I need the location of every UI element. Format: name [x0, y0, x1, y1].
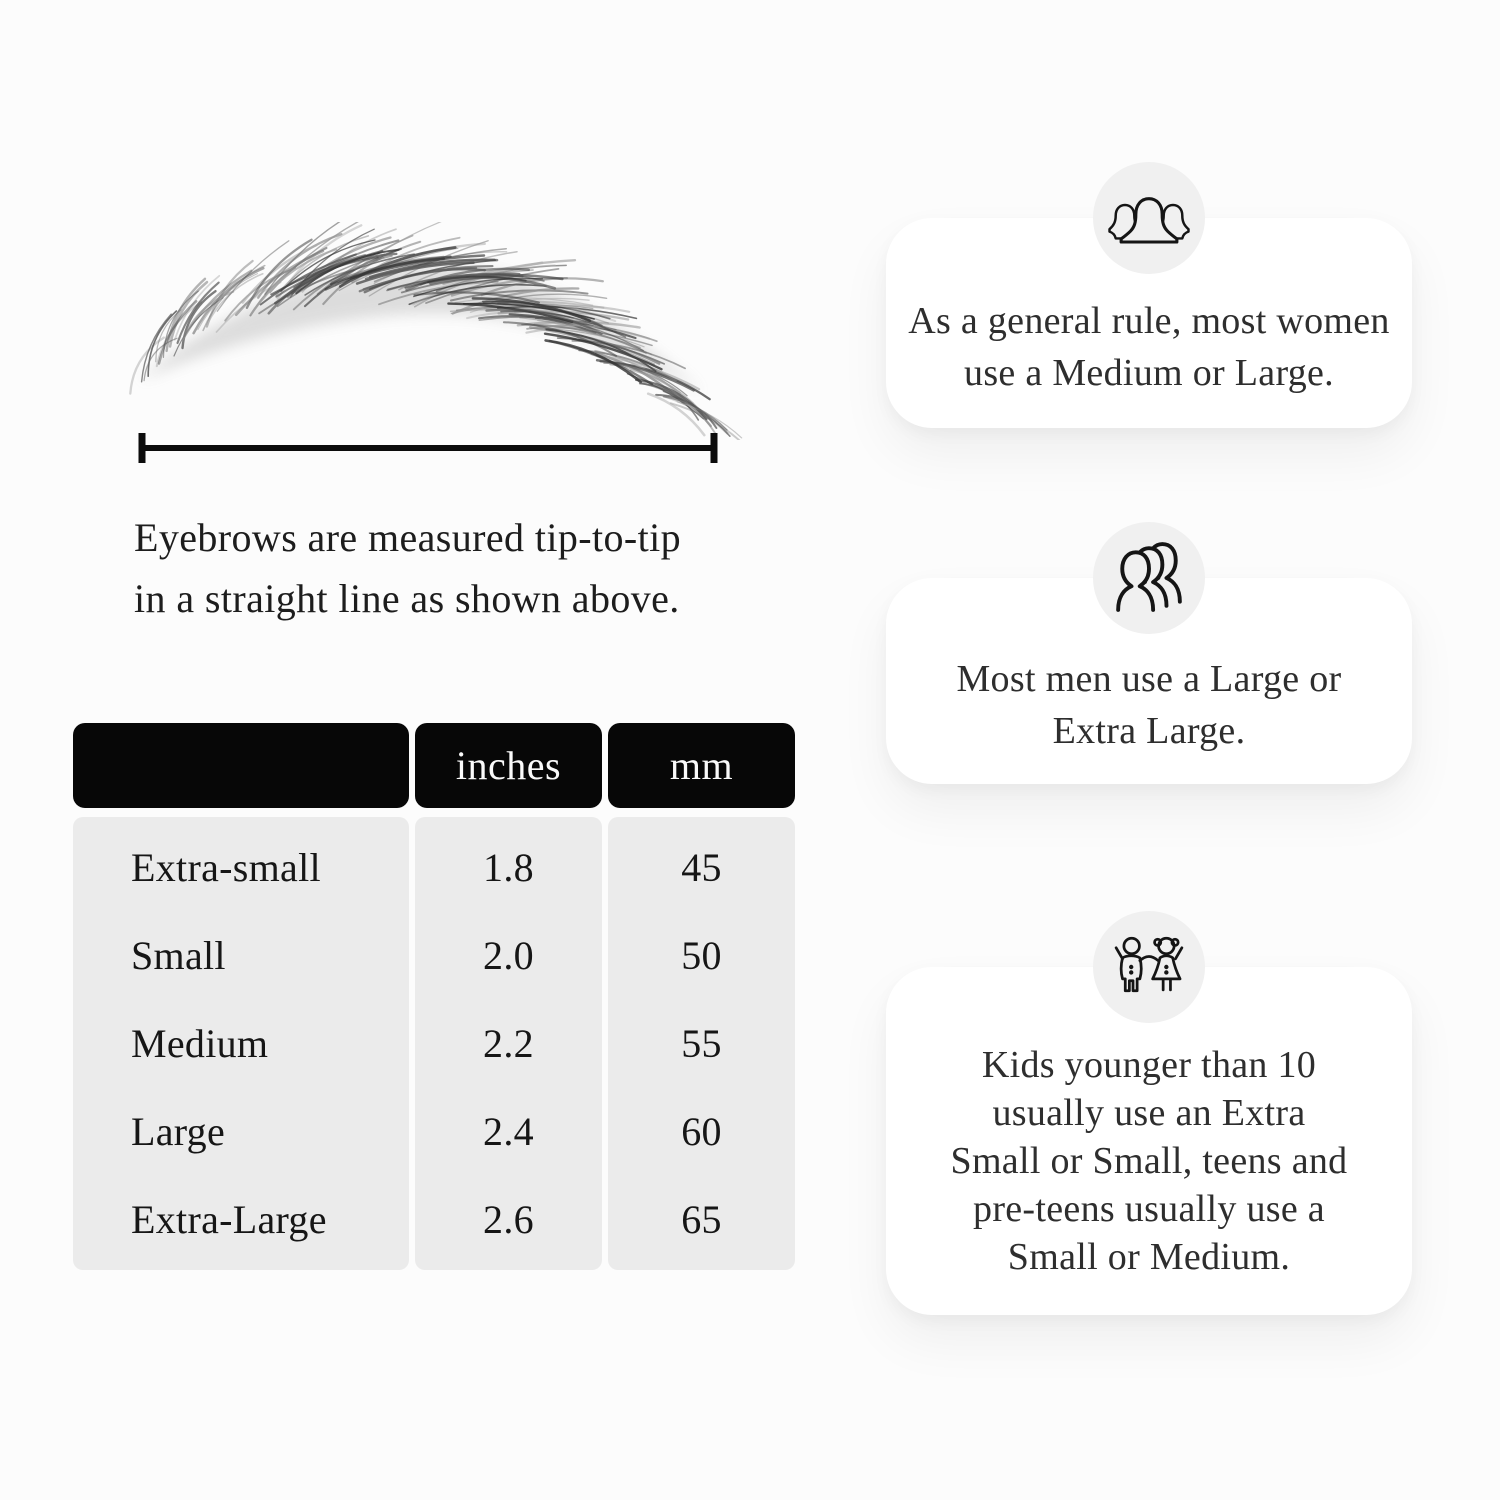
tip-text-line: As a general rule, most women: [908, 300, 1390, 342]
men-group-icon: [1110, 542, 1188, 614]
tip-text-line: usually use an Extra: [992, 1092, 1306, 1134]
tip-card-men: [886, 578, 1412, 784]
caption-line: Eyebrows are measured tip-to-tip: [134, 515, 682, 560]
tip-text-line: Small or Small, teens and: [950, 1140, 1348, 1182]
table-cell-inches: 1.8: [483, 844, 534, 890]
column-mm: [608, 817, 795, 1270]
table-row-label: Small: [131, 932, 226, 978]
size-table-body: [73, 817, 795, 1270]
table-row-label: Large: [131, 1109, 226, 1155]
tip-text-line: Most men use a Large or: [956, 658, 1342, 700]
header-cell-inches: inches: [415, 723, 602, 808]
table-cell-mm: 55: [681, 1021, 722, 1066]
tip-text-line: use a Medium or Large.: [964, 352, 1334, 394]
table-row-label: Extra-small: [131, 844, 321, 890]
icon-badge: [1093, 911, 1205, 1023]
measurement-caption: [134, 507, 774, 629]
tip-text-line: Kids younger than 10: [981, 1044, 1317, 1086]
column-size: [73, 817, 409, 1270]
caption-line: in a straight line as shown above.: [134, 576, 680, 621]
table-row-label: Extra-Large: [131, 1197, 327, 1243]
header-cell-size: [73, 723, 409, 808]
kids-icon: [1107, 932, 1191, 1002]
table-cell-mm: 65: [681, 1197, 722, 1243]
icon-badge: [1093, 522, 1205, 634]
table-cell-inches: 2.0: [483, 932, 534, 978]
table-cell-inches: 2.2: [483, 1021, 534, 1066]
tip-card-women: [886, 218, 1412, 428]
tip-card-kids: [886, 967, 1412, 1315]
tip-text-line: pre-teens usually use a: [973, 1188, 1325, 1230]
table-cell-mm: 60: [681, 1109, 722, 1155]
eyebrow-illustration: [112, 222, 744, 440]
table-cell-mm: 45: [681, 844, 722, 890]
table-cell-mm: 50: [681, 932, 722, 978]
table-cell-inches: 2.6: [483, 1197, 534, 1243]
column-inches: [415, 817, 602, 1270]
icon-badge: [1093, 162, 1205, 274]
women-group-icon: [1101, 186, 1197, 250]
table-row-label: Medium: [131, 1021, 269, 1066]
measurement-line: [136, 430, 720, 466]
tip-text-line: Extra Large.: [1052, 710, 1246, 752]
table-cell-inches: 2.4: [483, 1109, 534, 1155]
header-cell-mm: mm: [608, 723, 795, 808]
tip-text-line: Small or Medium.: [1007, 1236, 1291, 1278]
size-table: [73, 723, 795, 1270]
size-table-header: [73, 723, 795, 808]
